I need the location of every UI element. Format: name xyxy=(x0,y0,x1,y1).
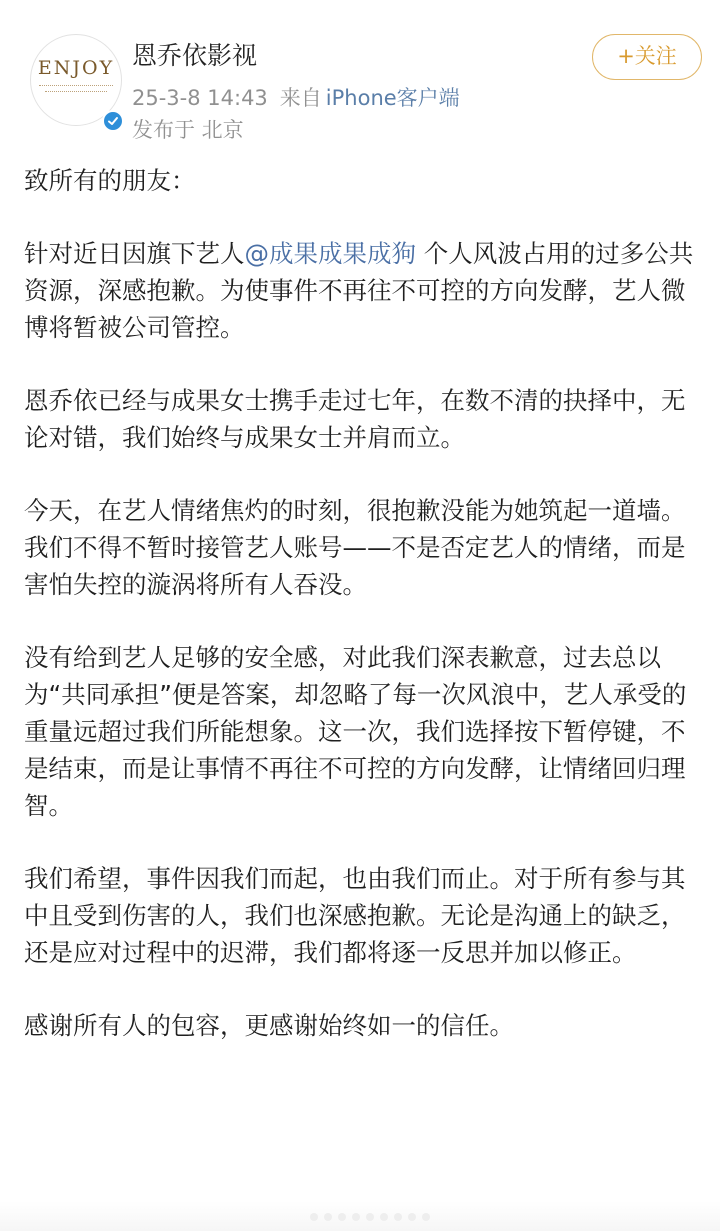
post-paragraph: 恩乔依已经与成果女士携手走过七年，在数不清的抉择中，无论对错，我们始终与成果女士并肩而立。 xyxy=(24,386,686,452)
mention-link[interactable]: @成果成果成狗 xyxy=(244,239,416,268)
post-timestamp: 25-3-8 14:43 xyxy=(132,86,268,110)
paragraph-text: 针对近日因旗下艺人 xyxy=(24,239,245,268)
post-source-link[interactable]: iPhone客户端 xyxy=(325,86,460,110)
post-paragraph xyxy=(24,235,696,346)
bottom-fade xyxy=(0,1201,720,1231)
avatar-logo-decoration xyxy=(39,85,113,87)
post-location: 发布于 北京 xyxy=(132,118,244,142)
paragraph-text: 个人风波占用的过多公共资源，深感抱歉。为使事件不再往不可控的方向发酵，艺人微博将暂被公司管控。 xyxy=(24,239,694,342)
post-paragraph: 我们希望，事件因我们而起，也由我们而止。对于所有参与其中且受到伤害的人，我们也深感抱歉。无论是沟通上的缺乏，还是应对过程中的迟滞，我们都将逐一反思并加以修正。 xyxy=(24,864,686,967)
avatar-logo-text: ENJOY xyxy=(37,57,115,79)
post-body xyxy=(24,162,696,1080)
watermark-decoration xyxy=(300,1213,440,1225)
post-greeting: 致所有的朋友： xyxy=(24,166,196,195)
avatar-logo-decoration xyxy=(45,91,107,93)
post-paragraph: 没有给到艺人足够的安全感，对此我们深表歉意，过去总以为“共同承担”便是答案，却忽略了每一次风浪中，艺人承受的重量远超过我们所能想象。这一次，我们选择按下暂停键，不是结束，而是让事情不再往不可控的方向发酵，让情绪回归理智。 xyxy=(24,643,687,820)
post-header xyxy=(22,30,702,150)
post-paragraph: 今天，在艺人情绪焦灼的时刻，很抱歉没能为她筑起一道墙。我们不得不暂时接管艺人账号——不是否定艺人的情绪，而是害怕失控的漩涡将所有人吞没。 xyxy=(24,496,686,599)
follow-button[interactable]: +关注 xyxy=(592,34,702,80)
verified-check-icon xyxy=(102,110,124,132)
account-name[interactable]: 恩乔依影视 xyxy=(132,41,258,70)
post-paragraph: 感谢所有人的包容，更感谢始终如一的信任。 xyxy=(24,1011,514,1040)
source-prefix: 来自 xyxy=(279,86,322,110)
post-meta xyxy=(132,82,460,112)
